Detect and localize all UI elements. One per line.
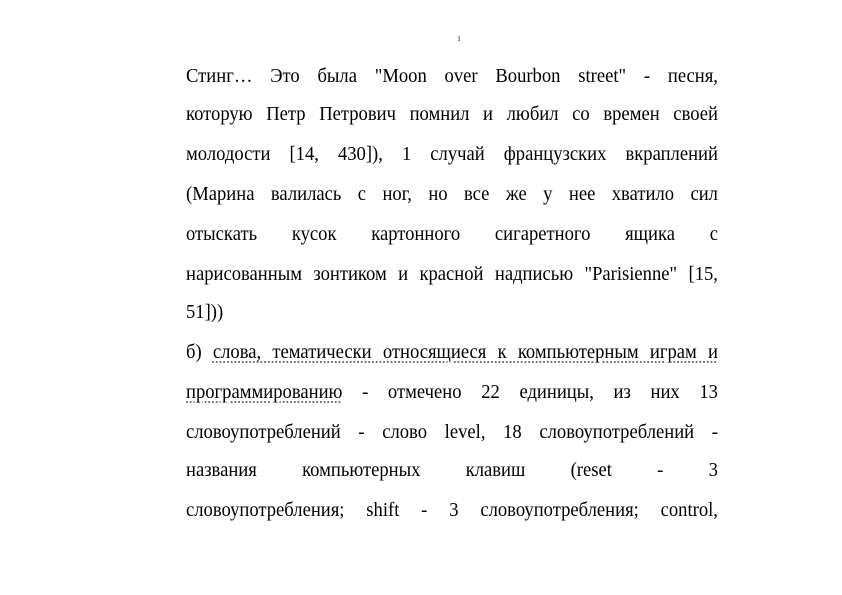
text-line: 51])): [186, 301, 224, 323]
text-line: [186, 380, 718, 404]
text-line: словоупотребления; shift - 3 словоупотребления; control,: [186, 499, 718, 521]
text-line: нарисованным зонтиком и красной надписью "Parisienne" [15,: [186, 263, 718, 285]
text-line: которую Петр Петрович помнил и любил со времен своей: [186, 103, 718, 125]
spellcheck-underlined-text: программированию: [186, 381, 343, 403]
text-line: названия компьютерных клавиш (reset - 3: [186, 459, 718, 481]
text-line: Стинг… Это была "Moon over Bourbon street" - песня,: [186, 65, 718, 87]
text-line: словоупотреблений - слово level, 18 словоупотреблений -: [186, 421, 718, 443]
line-text: - отмечено 22 единицы, из них 13: [342, 381, 718, 403]
page-number: 1: [457, 35, 461, 43]
text-line: (Марина валилась с ног, но все же у нее хватило сил: [186, 183, 718, 205]
text-line: отыскать кусок картонного сигаретного ящика с: [186, 223, 718, 245]
list-marker: б): [186, 341, 213, 363]
text-line: [186, 340, 718, 364]
spellcheck-underlined-text: слова, тематически относящиеся к компьютерным играм и: [212, 341, 718, 363]
text-line: молодости [14, 430]), 1 случай французских вкраплений: [186, 143, 718, 165]
